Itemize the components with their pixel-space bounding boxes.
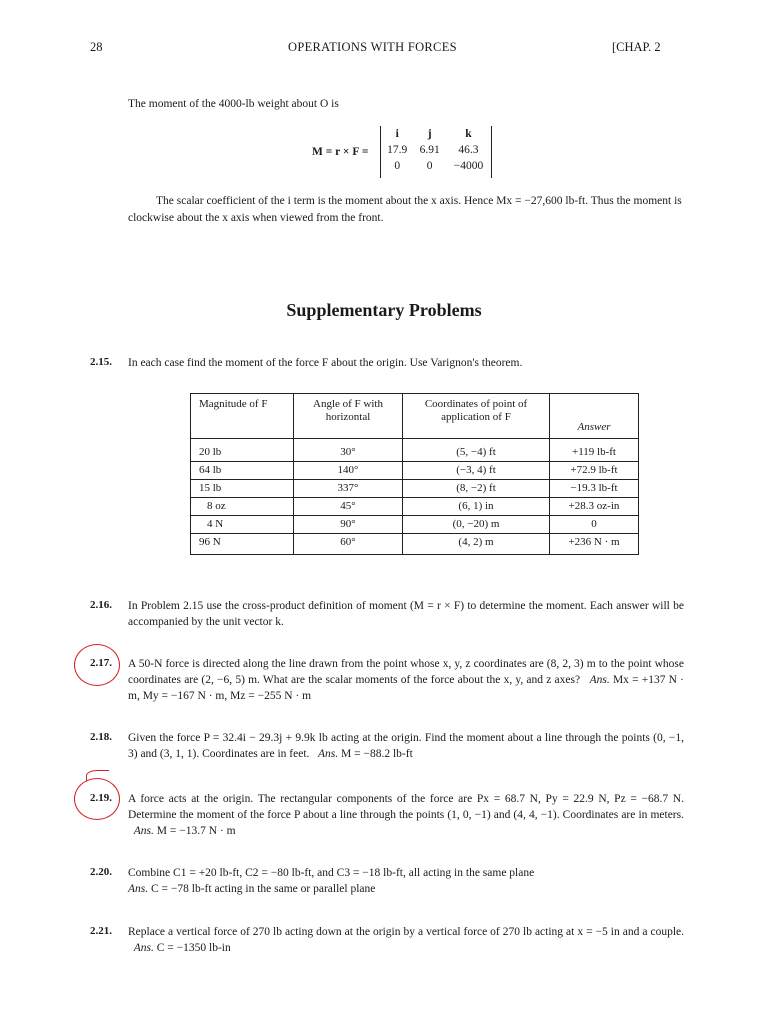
chapter-label: [CHAP. 2 xyxy=(612,40,661,54)
table-cell: 8 oz xyxy=(191,498,294,516)
table-cell: 45° xyxy=(294,498,403,516)
table-row xyxy=(191,534,639,555)
table-cell: (0, −20) m xyxy=(403,516,550,534)
table-header: Angle of F with horizontal xyxy=(294,394,403,439)
problem-number: 2.18. xyxy=(90,731,112,743)
matrix-cell: 17.9 xyxy=(387,144,408,156)
answer-text: C = −1350 lb-in xyxy=(156,942,231,954)
problem-table xyxy=(190,393,639,555)
matrix-cell: 0 xyxy=(426,160,433,172)
problem-text xyxy=(128,730,684,762)
table-cell: (8, −2) ft xyxy=(403,480,550,498)
table-cell: +119 lb-ft xyxy=(550,439,639,462)
table-cell: 0 xyxy=(550,516,639,534)
problem-text xyxy=(128,791,684,839)
matrix-label: M = r × F = xyxy=(312,146,369,158)
problem-number: 2.17. xyxy=(90,657,112,669)
table-cell: 4 N xyxy=(191,516,294,534)
answer-label: Ans. xyxy=(133,825,154,837)
table-cell: 15 lb xyxy=(191,480,294,498)
problem-number: 2.21. xyxy=(90,925,112,937)
problem-body: A force acts at the origin. The rectangular components of the force are Px = 68.7 N, Py = 22.9 N, Pz = −68.7 N. Determine the moment of the force P about a line through the points (1, 0, −1) and (4, 4, −1). Coordinates are in meters. xyxy=(128,793,684,821)
matrix-cell: k xyxy=(465,128,472,140)
table-cell: 30° xyxy=(294,439,403,462)
problem-text: In Problem 2.15 use the cross-product definition of moment (M = r × F) to determine the moment. Each answer will be accompanied by the unit vector k. xyxy=(128,600,684,628)
table-cell: +28.3 oz-in xyxy=(550,498,639,516)
table-cell: 140° xyxy=(294,462,403,480)
answer-text: Mx = +137 N · m, My = −167 N · m, Mz = −255 N · m xyxy=(128,674,685,702)
matrix-cell: 6.91 xyxy=(419,144,440,156)
table-cell: 337° xyxy=(294,480,403,498)
table-cell: +72.9 lb-ft xyxy=(550,462,639,480)
answer-label: Ans. xyxy=(318,748,339,760)
table-cell: 96 N xyxy=(191,534,294,555)
problem-number: 2.16. xyxy=(90,599,112,611)
table-cell: (−3, 4) ft xyxy=(403,462,550,480)
problem-body: Replace a vertical force of 270 lb acting down at the origin by a vertical force of 270 lb acting at x = −5 in and a couple. xyxy=(128,926,684,938)
table-row xyxy=(191,480,639,498)
problem-body: Combine C1 = +20 lb-ft, C2 = −80 lb-ft, and C3 = −18 lb-ft, all acting in the same plane xyxy=(128,867,535,879)
answer-label: Ans. xyxy=(128,883,149,895)
table-row xyxy=(191,439,639,462)
answer-text: M = −88.2 lb-ft xyxy=(341,748,413,760)
answer-text: M = −13.7 N · m xyxy=(156,825,236,837)
problem-number: 2.20. xyxy=(90,866,112,878)
table-cell: (6, 1) in xyxy=(403,498,550,516)
matrix-cell: −4000 xyxy=(453,160,484,172)
intro-conclusion: The scalar coefficient of the i term is the moment about the x axis. Hence Mx = −27,600 lb-ft. Thus the moment is clockwise about the x axis when viewed from the front. xyxy=(128,195,682,224)
problem-text xyxy=(128,865,684,897)
table-header: Answer xyxy=(550,394,639,439)
problem-text: In each case find the moment of the force F about the origin. Use Varignon's theorem. xyxy=(128,357,523,369)
problem-number: 2.19. xyxy=(90,792,112,804)
answer-label: Ans. xyxy=(589,674,610,686)
answer-text: C = −78 lb-ft acting in the same or parallel plane xyxy=(151,883,376,895)
matrix-cell: 0 xyxy=(394,160,401,172)
red-ink-stroke xyxy=(86,770,109,781)
page-number: 28 xyxy=(90,40,103,54)
table-row xyxy=(191,462,639,480)
running-title: OPERATIONS WITH FORCES xyxy=(288,40,457,54)
table-cell: +236 N · m xyxy=(550,534,639,555)
problem-body: A 50-N force is directed along the line drawn from the point whose x, y, z coordinates are (8, 2, 3) m to the point whose coordinates are (2, −6, 5) m. What are the scalar moments of the force about the x, y, and z axes? xyxy=(128,658,684,686)
table-cell: 60° xyxy=(294,534,403,555)
section-title: Supplementary Problems xyxy=(286,300,482,320)
determinant-matrix xyxy=(380,126,492,178)
matrix-cell: j xyxy=(427,128,432,140)
matrix-cell: 46.3 xyxy=(458,144,479,156)
table-cell: (4, 2) m xyxy=(403,534,550,555)
table-cell: (5, −4) ft xyxy=(403,439,550,462)
table-header: Coordinates of point of application of F xyxy=(403,394,550,439)
table-row xyxy=(191,498,639,516)
intro-line: The moment of the 4000-lb weight about O is xyxy=(128,98,339,110)
table-cell: 90° xyxy=(294,516,403,534)
table-cell: 64 lb xyxy=(191,462,294,480)
table-cell: −19.3 lb-ft xyxy=(550,480,639,498)
problem-number: 2.15. xyxy=(90,356,112,368)
problem-text xyxy=(128,656,684,704)
table-header: Magnitude of F xyxy=(191,394,294,439)
matrix-cell: i xyxy=(395,128,399,140)
problem-text xyxy=(128,924,684,956)
problem-body: Given the force P = 32.4i − 29.3j + 9.9k lb acting at the origin. Find the moment about a line through the points (0, −1, 3) and (3, 1, 1). Coordinates are in feet. xyxy=(128,732,684,760)
table-row xyxy=(191,516,639,534)
table-cell: 20 lb xyxy=(191,439,294,462)
answer-label: Ans. xyxy=(133,942,154,954)
